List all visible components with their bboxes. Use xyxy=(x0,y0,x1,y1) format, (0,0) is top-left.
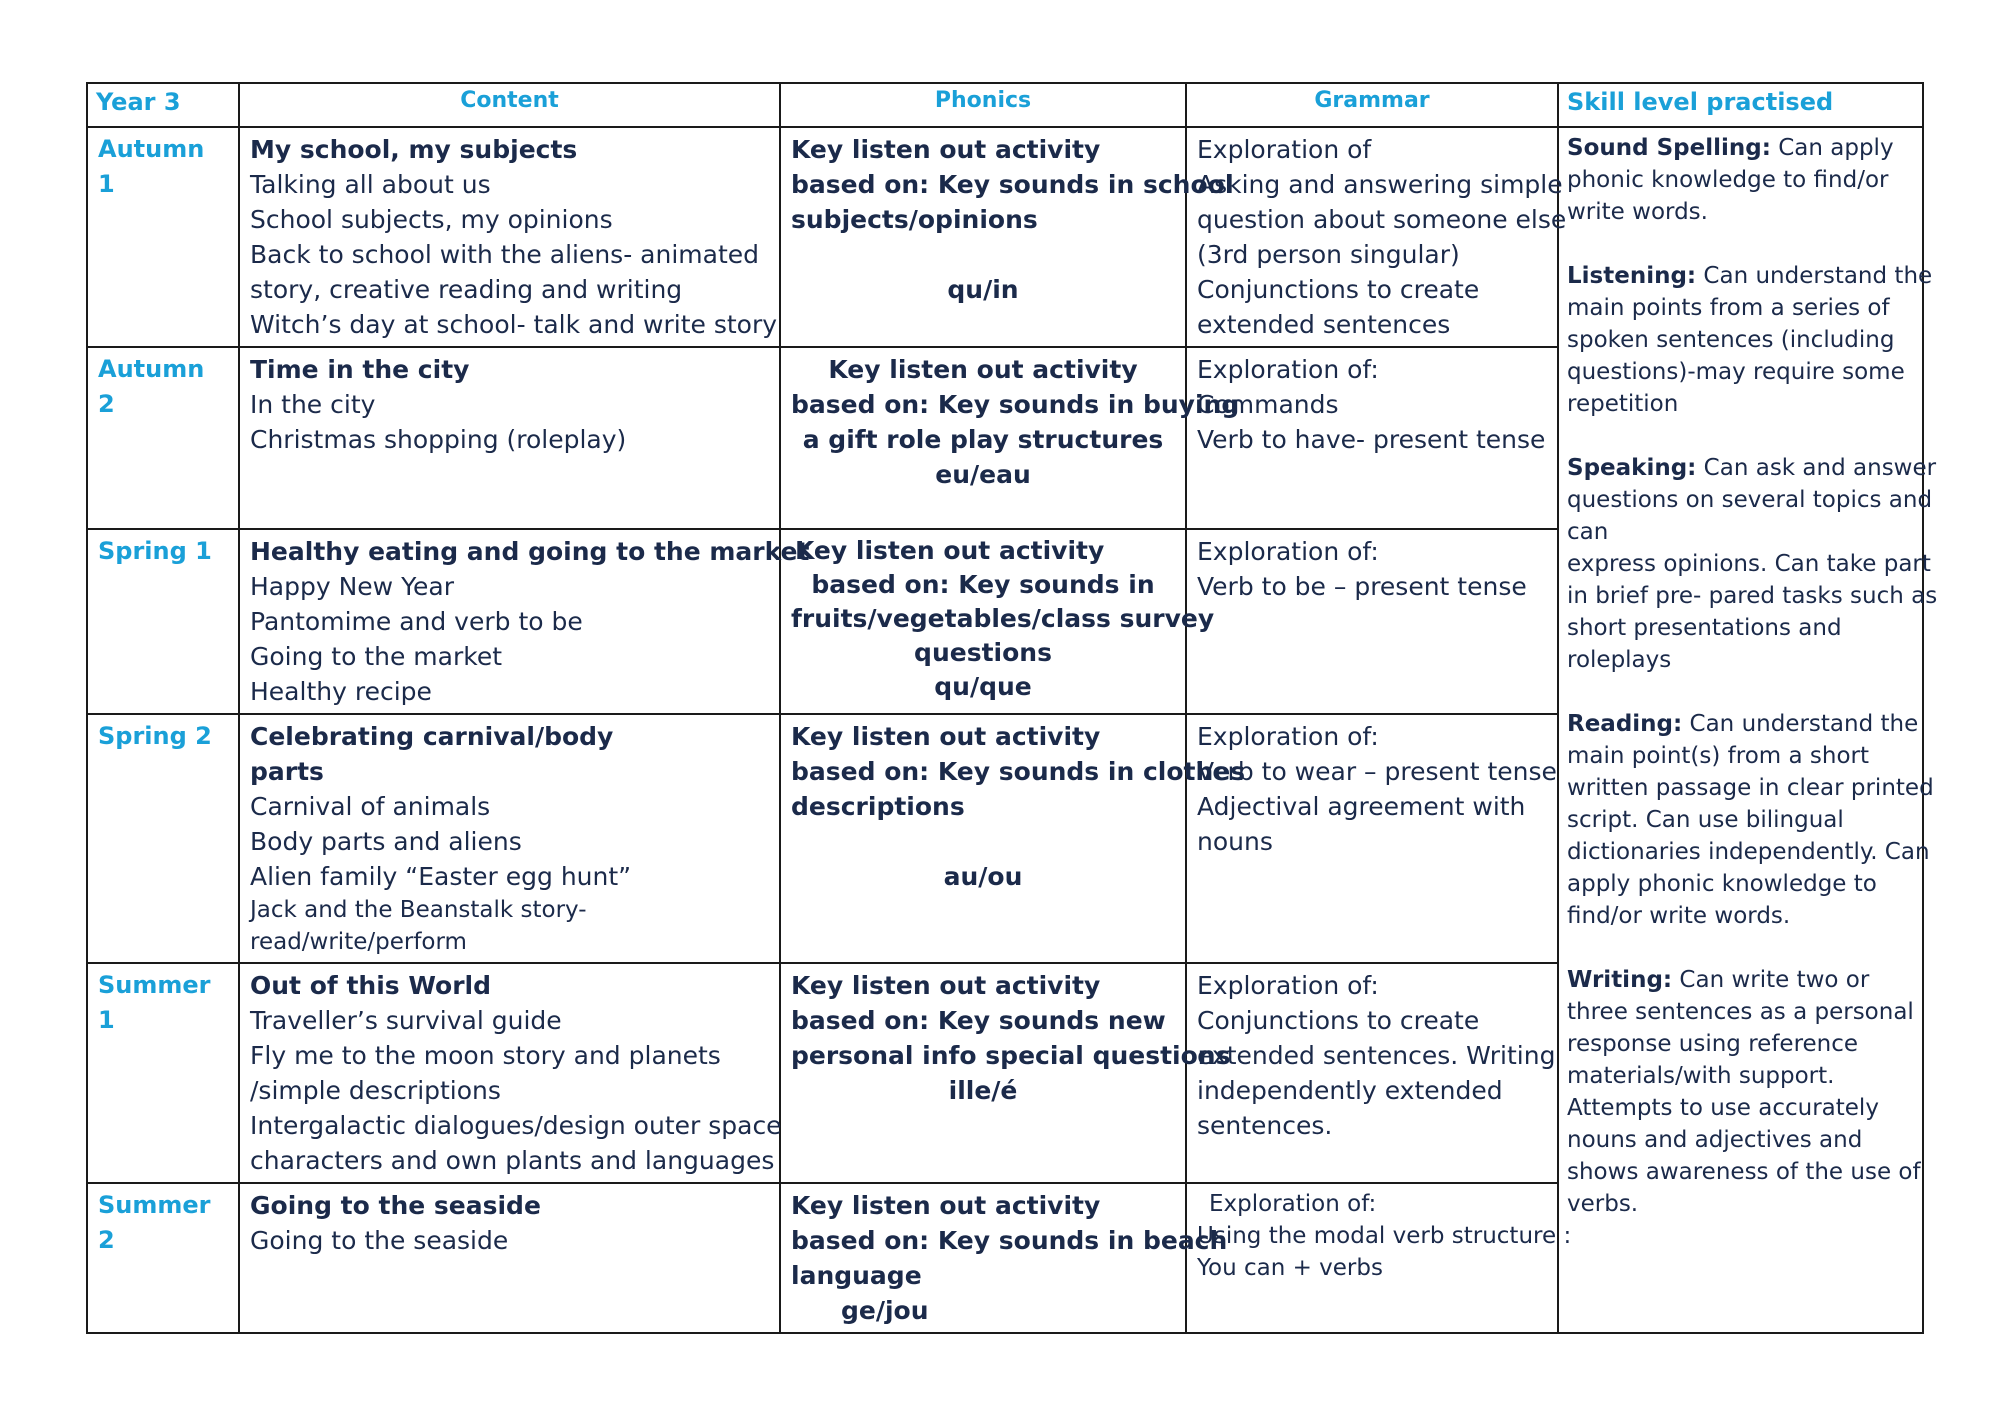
grammar-line: Verb to wear – present tense xyxy=(1197,757,1557,786)
grammar-line: Exploration of: xyxy=(1197,355,1379,384)
phonics-cell xyxy=(780,1183,1228,1333)
phonics-line: based on: Key sounds in school xyxy=(791,170,1234,199)
phonics-sound: qu/in xyxy=(947,275,1019,304)
skill-text: dictionaries independently. Can xyxy=(1567,839,1930,865)
grammar-line: Exploration of: xyxy=(1197,971,1379,1000)
content-line: Talking all about us xyxy=(250,170,491,199)
skills-cell xyxy=(1558,127,1938,1333)
skill-text: questions)-may require some xyxy=(1567,359,1905,385)
content-cell xyxy=(239,1183,780,1333)
grammar-line: Asking and answering simple xyxy=(1197,170,1563,199)
curriculum-sheet xyxy=(86,82,1938,1334)
content-line: Alien family “Easter egg hunt” xyxy=(250,862,632,891)
header-content: Content xyxy=(239,83,780,127)
skill-text: roleplays xyxy=(1567,647,1672,673)
phonics-line: descriptions xyxy=(791,792,965,821)
grammar-line: Exploration of xyxy=(1197,135,1372,164)
content-line: Intergalactic dialogues/design outer space xyxy=(250,1111,782,1140)
content-line: Traveller’s survival guide xyxy=(250,1006,562,1035)
phonics-line: Key listen out activity xyxy=(791,1191,1101,1220)
phonics-cell xyxy=(780,963,1231,1183)
term-cell: Summer 2 xyxy=(87,1183,239,1333)
phonics-sound: eu/eau xyxy=(935,460,1031,489)
grammar-line: Conjunctions to create xyxy=(1197,1006,1480,1035)
grammar-cell xyxy=(1186,714,1558,963)
content-cell xyxy=(239,714,780,963)
phonics-sound: ge/jou xyxy=(841,1296,929,1325)
grammar-cell xyxy=(1186,529,1558,714)
grammar-line: Exploration of: xyxy=(1197,722,1379,751)
phonics-line: a gift role play structures xyxy=(802,425,1164,454)
content-title: Time in the city xyxy=(250,355,470,384)
skill-text: Can understand the xyxy=(1696,263,1933,289)
phonics-line: based on: Key sounds in buying xyxy=(791,390,1240,419)
content-line: Jack and the Beanstalk story- xyxy=(250,897,587,923)
phonics-line: based on: Key sounds in xyxy=(811,570,1155,599)
phonics-sound: ille/é xyxy=(948,1076,1018,1105)
phonics-cell xyxy=(780,529,1215,714)
phonics-line: subjects/opinions xyxy=(791,205,1038,234)
grammar-cell xyxy=(1186,347,1558,529)
phonics-cell xyxy=(780,127,1234,347)
grammar-line: (3rd person singular) xyxy=(1197,240,1460,269)
skill-text: verbs. xyxy=(1567,1191,1639,1217)
content-line: /simple descriptions xyxy=(250,1076,501,1105)
header-grammar: Grammar xyxy=(1186,83,1558,127)
phonics-sound: qu/que xyxy=(934,672,1032,701)
skill-label: Listening: xyxy=(1567,263,1697,289)
content-line: Fly me to the moon story and planets xyxy=(250,1041,721,1070)
term-cell: Spring 1 xyxy=(87,529,239,714)
skill-text: Can apply xyxy=(1770,135,1894,161)
skill-speaking xyxy=(1567,452,1938,676)
skill-label: Writing: xyxy=(1567,967,1673,993)
skill-label: Reading: xyxy=(1567,711,1683,737)
skill-text: main point(s) from a short xyxy=(1567,743,1870,769)
term-cell: Autumn 2 xyxy=(87,347,239,529)
skill-text: response using reference xyxy=(1567,1031,1859,1057)
skill-label: Sound Spelling: xyxy=(1567,135,1771,161)
content-line: Pantomime and verb to be xyxy=(250,607,583,636)
content-line: Happy New Year xyxy=(250,572,455,601)
content-cell xyxy=(239,963,780,1183)
grammar-line: You can + verbs xyxy=(1197,1255,1383,1281)
phonics-line: questions xyxy=(914,638,1052,667)
skill-label: Speaking: xyxy=(1567,455,1697,481)
phonics-line: based on: Key sounds new xyxy=(791,1006,1166,1035)
skill-text: short presentations and xyxy=(1567,615,1842,641)
term-cell: Summer 1 xyxy=(87,963,239,1183)
content-cell xyxy=(239,529,810,714)
grammar-cell xyxy=(1186,963,1558,1183)
phonics-line: personal info special questions xyxy=(791,1041,1231,1070)
content-title: parts xyxy=(250,757,324,786)
skill-listening xyxy=(1567,260,1933,420)
content-title: Out of this World xyxy=(250,971,492,1000)
phonics-cell xyxy=(780,347,1240,529)
skill-text: express opinions. Can take part xyxy=(1567,551,1931,577)
content-line: Christmas shopping (roleplay) xyxy=(250,425,627,454)
content-title: Celebrating carnival/body xyxy=(250,722,614,751)
curriculum-table xyxy=(86,82,1938,1334)
skill-text: write words. xyxy=(1567,199,1708,225)
header-phonics: Phonics xyxy=(780,83,1186,127)
content-title: Going to the seaside xyxy=(250,1191,541,1220)
grammar-line: nouns xyxy=(1197,827,1273,856)
grammar-line: extended sentences xyxy=(1197,310,1451,339)
phonics-line: based on: Key sounds in clothes xyxy=(791,757,1246,786)
skill-text: materials/with support. xyxy=(1567,1063,1835,1089)
term-cell: Autumn 1 xyxy=(87,127,239,347)
grammar-cell xyxy=(1186,127,1567,347)
phonics-line: language xyxy=(791,1261,922,1290)
skill-text: in brief pre- pared tasks such as xyxy=(1567,583,1938,609)
content-line: School subjects, my opinions xyxy=(250,205,613,234)
skill-text: can xyxy=(1567,519,1609,545)
phonics-line: Key listen out activity xyxy=(828,355,1138,384)
grammar-line: independently extended xyxy=(1197,1076,1503,1105)
content-line: read/write/perform xyxy=(250,929,467,955)
grammar-line: Adjectival agreement with xyxy=(1197,792,1526,821)
skill-text: nouns and adjectives and xyxy=(1567,1127,1863,1153)
content-line: Witch’s day at school- talk and write story xyxy=(250,310,778,339)
content-cell xyxy=(239,347,780,529)
grammar-line: Verb to have- present tense xyxy=(1197,425,1546,454)
grammar-line: Verb to be – present tense xyxy=(1197,572,1527,601)
content-line: Healthy recipe xyxy=(250,677,432,706)
grammar-line: Conjunctions to create xyxy=(1197,275,1480,304)
phonics-sound: au/ou xyxy=(943,862,1023,891)
table-row xyxy=(87,127,1923,347)
phonics-line: based on: Key sounds in beach xyxy=(791,1226,1228,1255)
grammar-line: Commands xyxy=(1197,390,1339,419)
skill-text: phonic knowledge to find/or xyxy=(1567,167,1889,193)
skill-text: Attempts to use accurately xyxy=(1567,1095,1879,1121)
content-line: Body parts and aliens xyxy=(250,827,522,856)
skill-text: spoken sentences (including xyxy=(1567,327,1895,353)
term-cell: Spring 2 xyxy=(87,714,239,963)
skill-text: shows awareness of the use of xyxy=(1567,1159,1921,1185)
content-line: Going to the market xyxy=(250,642,503,671)
skill-text: main points from a series of xyxy=(1567,295,1890,321)
skill-writing xyxy=(1567,964,1921,1220)
grammar-line: question about someone else xyxy=(1197,205,1567,234)
skill-text: find/or write words. xyxy=(1567,903,1791,929)
header-skill: Skill level practised xyxy=(1558,83,1923,127)
header-year: Year 3 xyxy=(87,83,239,127)
content-title: Healthy eating and going to the market xyxy=(250,537,810,566)
skill-text: written passage in clear printed xyxy=(1567,775,1934,801)
grammar-line: Using the modal verb structure : xyxy=(1197,1223,1572,1249)
phonics-line: Key listen out activity xyxy=(791,135,1101,164)
content-line: Carnival of animals xyxy=(250,792,491,821)
skill-text: Can understand the xyxy=(1682,711,1919,737)
skill-text: questions on several topics and xyxy=(1567,487,1933,513)
skill-text: Can ask and answer xyxy=(1696,455,1937,481)
skill-text: script. Can use bilingual xyxy=(1567,807,1844,833)
phonics-line: Key listen out activity xyxy=(791,971,1101,1000)
content-line: Going to the seaside xyxy=(250,1226,509,1255)
skill-reading xyxy=(1567,708,1934,932)
content-line: Back to school with the aliens- animated xyxy=(250,240,760,269)
content-cell xyxy=(239,127,780,347)
grammar-cell xyxy=(1186,1183,1572,1333)
phonics-line: Key listen out activity xyxy=(791,722,1101,751)
skill-text: Can write two or xyxy=(1672,967,1870,993)
grammar-line: Exploration of: xyxy=(1209,1191,1377,1217)
skill-text: three sentences as a personal xyxy=(1567,999,1914,1025)
skill-text: repetition xyxy=(1567,391,1679,417)
skill-text: apply phonic knowledge to xyxy=(1567,871,1877,897)
phonics-line: fruits/vegetables/class survey xyxy=(791,604,1215,633)
content-line: story, creative reading and writing xyxy=(250,275,683,304)
content-line: characters and own plants and languages xyxy=(250,1146,775,1175)
skill-sound-spelling xyxy=(1567,132,1914,228)
header-row xyxy=(87,83,1923,127)
content-title: My school, my subjects xyxy=(250,135,578,164)
grammar-line: extended sentences. Writing xyxy=(1197,1041,1556,1070)
grammar-line: sentences. xyxy=(1197,1111,1333,1140)
content-line: In the city xyxy=(250,390,376,419)
grammar-line: Exploration of: xyxy=(1197,537,1379,566)
phonics-line: Key listen out activity xyxy=(795,536,1105,565)
